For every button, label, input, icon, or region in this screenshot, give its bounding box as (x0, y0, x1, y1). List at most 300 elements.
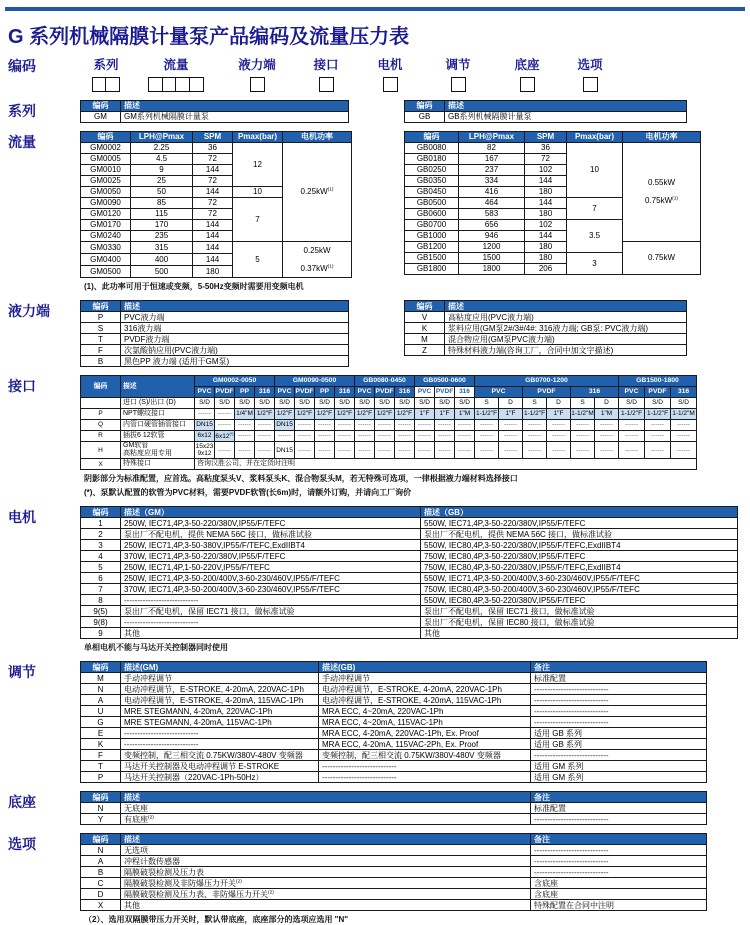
cell: 3 (81, 540, 121, 551)
cell: ------ (595, 420, 619, 431)
code-boxes (319, 77, 334, 92)
coding-group-hydraulic-end (220, 55, 294, 92)
cell: X (81, 459, 121, 470)
cell: 750W, IEC80,4P,3-50-200/400V,3-60-230/460V,IP55/F/TEFC (421, 584, 738, 595)
cell: T (81, 334, 121, 345)
cell: MRA ECC, 4-20mA, 115VAC-2Ph, Ex. Proof (319, 739, 531, 750)
cell: PVC (275, 387, 295, 398)
cell: 946 (459, 231, 525, 242)
cell: ------ (235, 420, 255, 431)
cell: 315 (131, 242, 193, 254)
cell: MRE STEGMANN, 4-20mA, 220VAC-1Ph (121, 706, 319, 717)
cell: D (595, 398, 619, 409)
cell: 72 (193, 198, 233, 209)
cell: 250W, IEC71,4P,3-50-380V,IP55/F/TEFC,ExdIIBT4 (121, 540, 421, 551)
cell: 370W, IEC71,4P,3-50-220/380V,IP55/F/TEFC (121, 551, 421, 562)
cell: 144 (193, 231, 233, 242)
cell: 500 (131, 266, 193, 278)
cell: 高粘度应用(PVC液力端) (445, 312, 687, 323)
coding-group-options (560, 55, 620, 92)
cell: ------ (499, 431, 523, 442)
cell: 180 (525, 187, 567, 198)
cell (81, 398, 121, 409)
cell: 1-1/2"F (523, 409, 547, 420)
cell: 316 (571, 387, 619, 398)
coding-group-label: 选项 (577, 58, 603, 72)
cell: 85 (131, 198, 193, 209)
cell: 72 (193, 154, 233, 165)
cell: 1"F (435, 409, 455, 420)
cell: PP (235, 387, 255, 398)
section-label-hydraulic-end: 液力端 (8, 303, 50, 320)
cell: SPM (525, 132, 567, 143)
cell: ---------------------------- (531, 684, 707, 695)
cell: 550W, IEC80,4P,3-50-220/380V,IP55/F/TEFC (421, 595, 738, 606)
cell: 583 (459, 209, 525, 220)
cell: ------ (395, 442, 415, 459)
cell: 36 (193, 143, 233, 154)
cell: PVC (355, 387, 375, 398)
cell: 1-1/2"M (671, 409, 697, 420)
cell: 25 (131, 176, 193, 187)
cell: 1/2"F (395, 409, 415, 420)
cell: DN15 (275, 442, 295, 459)
section-adjust (8, 661, 750, 783)
cell: ------ (619, 420, 645, 431)
cell: ------ (475, 431, 499, 442)
cell: ------ (255, 431, 275, 442)
cell: 9 (81, 628, 121, 639)
cell: S (571, 398, 595, 409)
cell: GB1000 (405, 231, 459, 242)
cell: 8 (81, 595, 121, 606)
cell: ------ (571, 420, 595, 431)
cell: 手动冲程调节 (319, 673, 531, 684)
cell: 电机功率 (623, 132, 701, 143)
cell: 隔膜破裂检测及非防爆压力开关$^{(2)}$ (121, 878, 531, 889)
cell: Y (81, 814, 121, 825)
cell: 550W, IEC71,4P,3-50-200/400V,3-60-230/460V,IP55/F/TEFC (421, 573, 738, 584)
code-boxes (583, 77, 598, 92)
cell: 3.5 (567, 220, 623, 253)
cell: ------ (619, 442, 645, 459)
code-box (189, 77, 204, 92)
cell: 编码 (81, 792, 121, 803)
cell: ------ (547, 431, 571, 442)
cell: 进口 (S)/出口 (D) (121, 398, 195, 409)
cell: 描述(GM) (121, 662, 319, 673)
cell: ---------------------------- (531, 845, 707, 856)
cell: ------ (215, 420, 235, 431)
cell: S/D (619, 398, 645, 409)
coding-group-label: 接口 (313, 58, 339, 72)
cell: 无底座 (121, 803, 531, 814)
cell: 167 (459, 154, 525, 165)
cell: 316 (335, 387, 355, 398)
cell: Z (405, 345, 445, 356)
cell: ------ (255, 420, 275, 431)
section-label-flow: 流量 (8, 134, 36, 150)
cell: 其他 (421, 628, 738, 639)
cell: 1/2"F (295, 409, 315, 420)
cell: ---------------------------- (121, 595, 421, 606)
cell: ------ (375, 431, 395, 442)
cell: ------ (595, 442, 619, 459)
cell: ------ (355, 420, 375, 431)
section-base (8, 791, 750, 825)
section-label-series: 系列 (8, 103, 36, 119)
cell: 3 (567, 253, 623, 275)
cell: 编码 (81, 132, 131, 143)
cell: 描述（GB） (421, 507, 738, 518)
motor-table (80, 506, 738, 639)
section-label-adjust: 调节 (8, 664, 36, 681)
cell: 编码 (81, 101, 121, 112)
cell: 7 (567, 198, 623, 220)
flow-gm-table (80, 131, 352, 278)
cell: GM0120 (81, 209, 131, 220)
cell: ---------------------------- (121, 617, 421, 628)
cell: 1-1/2"M (571, 409, 595, 420)
cell: 特殊配置在合同中注明 (531, 900, 707, 911)
cell: Pmax(bar) (567, 132, 623, 143)
cell: U (81, 706, 121, 717)
cell: PVDF液力端 (121, 334, 349, 345)
cell: Q (81, 420, 121, 431)
cell: GM0170 (81, 220, 131, 231)
cell: ------ (671, 431, 697, 442)
section-series (8, 100, 750, 123)
cell: 464 (459, 198, 525, 209)
cell: 马达开关控制器（220VAC-1Ph-50Hz） (121, 772, 319, 783)
cell: S/D (455, 398, 475, 409)
cell: ------ (455, 420, 475, 431)
cell: ------ (315, 420, 335, 431)
cell: GB0500 (405, 198, 459, 209)
cell: 5 (233, 242, 283, 278)
cell: 编码 (405, 101, 445, 112)
cell: GM0090 (81, 198, 131, 209)
cell: 1/2"F (375, 409, 395, 420)
cell: 泵出厂不配电机，提供 NEMA 56C 接口，做标准试验 (421, 529, 738, 540)
cell: GM (81, 112, 121, 123)
coding-group-label: 电机 (377, 58, 403, 72)
cell: PVDF (645, 387, 671, 398)
cell: LPH@Pmax (459, 132, 525, 143)
cell: GB0600 (405, 209, 459, 220)
cell: 235 (131, 231, 193, 242)
cell: 170 (131, 220, 193, 231)
cell: 250W, IEC71,4P,3-50-200/400V,3-60-230/460V,IP55/F/TEFC (121, 573, 421, 584)
coding-row (8, 55, 750, 92)
cell: ------ (395, 431, 415, 442)
cell: 250W, IEC71,4P,3-50-220/380V,IP55/F/TEFC (121, 518, 421, 529)
cell: 有底座$^{(2)}$ (121, 814, 531, 825)
cell: 适用 GB 系列 (531, 728, 707, 739)
cell: 5 (81, 562, 121, 573)
cell: 10 (567, 143, 623, 198)
cell: PVC (195, 387, 215, 398)
cell: N (81, 845, 121, 856)
cell: GM0010 (81, 165, 131, 176)
cell: 黑色PP 液力端 (适用于GM泵) (121, 356, 349, 367)
cell: S/D (355, 398, 375, 409)
cell: GB0080-0450 (355, 376, 415, 387)
cell: GB0250 (405, 165, 459, 176)
cell: ------ (523, 431, 547, 442)
cell: ------ (435, 442, 455, 459)
cell: PVDF (375, 387, 395, 398)
cell: 隔膜破裂检测及压力表 (121, 867, 531, 878)
cell: MRA ECC, 4-20mA, 220VAC-1Ph, Ex. Proof (319, 728, 531, 739)
cell: 泵出厂不配电机，保留 IEC80 接口，做标准试验 (421, 617, 738, 628)
cell: ---------------------------- (121, 728, 319, 739)
cell: ------ (523, 420, 547, 431)
cell: 144 (525, 198, 567, 209)
interface-note-1: 阴影部分为标准配置，应首选。高粘度泵头V、浆料泵头K、混合物泵头M，若无特殊可选项，一律根据液力端材料选择接口 (84, 474, 518, 484)
cell: 浆料应用(GM泵2#/3#/4#: 316液力端; GB泵: PVC液力端) (445, 323, 687, 334)
cell: PVC (475, 387, 523, 398)
cell: PP (315, 387, 335, 398)
cell: T (81, 761, 121, 772)
cell: ------ (355, 431, 375, 442)
cell: 180 (525, 242, 567, 253)
cell: 72 (193, 176, 233, 187)
cell: 180 (525, 253, 567, 264)
cell: P (81, 772, 121, 783)
coding-group-series (80, 55, 132, 92)
cell: ------ (375, 442, 395, 459)
coding-group-base (494, 55, 560, 92)
cell: 泵出厂不配电机，保留 IEC71 接口，做标准试验 (121, 606, 421, 617)
cell: 656 (459, 220, 525, 231)
cell: 编码 (81, 376, 121, 398)
code-boxes (250, 77, 265, 92)
cell: ------ (435, 431, 455, 442)
cell: B (81, 867, 121, 878)
cell: ------ (475, 442, 499, 459)
cell: ---------------------------- (531, 856, 707, 867)
cell: ------ (671, 420, 697, 431)
section-interface (8, 375, 750, 498)
cell: 马达开关控制器及电动冲程调节 E-STROKE (121, 761, 319, 772)
cell: 备注 (531, 792, 707, 803)
cell: ------ (275, 431, 295, 442)
cell: 标准配置 (531, 673, 707, 684)
cell: PVDF (295, 387, 315, 398)
cell: 含底座 (531, 878, 707, 889)
cell: ------ (395, 420, 415, 431)
cell: 标准配置 (531, 803, 707, 814)
cell: 4.5 (131, 154, 193, 165)
cell: ---------------------------- (531, 695, 707, 706)
cell: 72 (525, 154, 567, 165)
section-label-interface: 接口 (8, 378, 36, 395)
code-box (250, 77, 265, 92)
cell: S/D (375, 398, 395, 409)
code-box (520, 77, 535, 92)
cell: S/D (215, 398, 235, 409)
cell: 1-1/2"F (475, 409, 499, 420)
cell: 变频控制，配三相交流 0.75KW/380V-480V 变频器 (121, 750, 319, 761)
cell: ------ (475, 420, 499, 431)
cell: ------ (595, 431, 619, 442)
cell: S/D (255, 398, 275, 409)
cell: ------ (195, 409, 215, 420)
cell: 泵出厂不配电机，保留 IEC71 接口，做标准试验 (421, 606, 738, 617)
cell: GB (405, 112, 445, 123)
cell: GM0005 (81, 154, 131, 165)
cell: H (81, 442, 121, 459)
cell: G (81, 717, 121, 728)
cell: 无选项 (121, 845, 531, 856)
cell: 编码 (405, 132, 459, 143)
coding-group-label: 底座 (514, 58, 540, 72)
coding-group-label: 流量 (163, 58, 189, 72)
cell: PVC液力端 (121, 312, 349, 323)
cell: 550W, IEC71,4P,3-50-220/380V,IP55/F/TEFC (421, 518, 738, 529)
cell: GB0180 (405, 154, 459, 165)
cell: ------ (455, 442, 475, 459)
cell: ---------------------------- (531, 717, 707, 728)
coding-row-label: 编码 (8, 58, 36, 74)
cell: 9(5) (81, 606, 121, 617)
cell: S/D (645, 398, 671, 409)
cell: 1/2"F (355, 409, 375, 420)
cell: 1/2"F (275, 409, 295, 420)
cell: 316 (671, 387, 697, 398)
coding-group-label: 液力端 (238, 58, 276, 72)
cell: PVC (415, 387, 435, 398)
cell: NPT螺纹接口 (121, 409, 195, 420)
cell: GB0080 (405, 143, 459, 154)
coding-group-flow (132, 55, 220, 92)
coding-groups (80, 55, 620, 92)
cell: 插拔6 12软管 (121, 431, 195, 442)
cell: GM0050 (81, 187, 131, 198)
cell: MRE STEGMANN, 4-20mA, 115VAC-1Ph (121, 717, 319, 728)
cell: P (81, 312, 121, 323)
hydraulic-end-left-table (80, 300, 349, 367)
cell: ------ (295, 420, 315, 431)
cell: $0.25kW^{(1)}$ (283, 143, 352, 242)
cell: 72 (193, 209, 233, 220)
cell: ------ (415, 442, 435, 459)
cell: GM系列机械隔膜计量泵 (121, 112, 349, 123)
cell: 0.75kW (623, 242, 701, 275)
coding-group-interface (294, 55, 358, 92)
cell: 316液力端 (121, 323, 349, 334)
cell: ---------------------------- (531, 750, 707, 761)
cell: M (405, 334, 445, 345)
cell: S (81, 323, 121, 334)
cell: A (81, 695, 121, 706)
cell: ------ (335, 442, 355, 459)
motor-footnote: 单相电机不能与马达开关控制器同时使用 (84, 643, 228, 653)
cell: ------ (547, 420, 571, 431)
cell: 237 (459, 165, 525, 176)
coding-group-adjust (422, 55, 494, 92)
cell: 12 (233, 143, 283, 187)
cell: SPM (193, 132, 233, 143)
cell: 1/2"F (335, 409, 355, 420)
cell: ------ (645, 431, 671, 442)
cell: ------ (455, 431, 475, 442)
cell: 144 (525, 176, 567, 187)
interface-table (80, 375, 697, 470)
cell: 15x23 9x12 (195, 442, 214, 458)
cell: 1"F (415, 409, 435, 420)
cell: V (405, 312, 445, 323)
top-rule (5, 7, 745, 11)
cell: ------ (499, 420, 523, 431)
flow-gb-table (404, 131, 701, 275)
cell: 适用 GM 系列 (531, 761, 707, 772)
cell: 370W, IEC71,4P,3-50-200/400V,3-60-230/460V,IP55/F/TEFC (121, 584, 421, 595)
cell: ------ (215, 442, 235, 459)
cell: ------ (295, 431, 315, 442)
cell: 1-1/2"F (645, 409, 671, 420)
cell: ---------------------------- (319, 761, 531, 772)
cell: 描述（GM） (121, 507, 421, 518)
cell: PVDF (215, 387, 235, 398)
cell: A (81, 856, 121, 867)
cell: ------ (547, 442, 571, 459)
cell: 编码 (81, 507, 121, 518)
cell: 1 (81, 518, 121, 529)
cell: 50 (131, 187, 193, 198)
cell: 描述(GB) (319, 662, 531, 673)
cell: 416 (459, 187, 525, 198)
cell: 编码 (81, 834, 121, 845)
cell: S (523, 398, 547, 409)
cell: 316 (455, 387, 475, 398)
cell: 备注 (531, 662, 707, 673)
cell: DN15 (195, 420, 215, 431)
code-box (451, 77, 466, 92)
cell: 电机功率 (283, 132, 352, 143)
cell: 316 (395, 387, 415, 398)
cell: ------ (335, 431, 355, 442)
cell: 1"M (595, 409, 619, 420)
cell: B (81, 356, 121, 367)
interface-note-2: (*)、泵默认配置的软管为PVC材料，需要PVDF软管(长6m)时，请额外订购，并请向工厂询价 (84, 488, 412, 498)
cell: 咨询汉胜公司，并在定货时注明 (195, 459, 697, 470)
cell: D (81, 889, 121, 900)
cell: 其他 (121, 900, 531, 911)
cell: MRA ECC, 4~20mA, 115VAC-1Ph (319, 717, 531, 728)
cell: PVC (619, 387, 645, 398)
cell: ------ (499, 442, 523, 459)
cell: ------ (235, 431, 255, 442)
cell: 1"F (499, 409, 523, 420)
cell: 7 (233, 198, 283, 242)
cell: DN15 (275, 420, 295, 431)
cell: GB系列机械隔膜计量泵 (445, 112, 687, 123)
section-hydraulic-end (8, 300, 750, 367)
cell: 750W, IEC80,4P,3-50-220/380V,IP55/F/TEFC (421, 551, 738, 562)
base-table (80, 791, 707, 825)
cell: 7 (81, 584, 121, 595)
cell: 9 (131, 165, 193, 176)
cell: 144 (525, 231, 567, 242)
cell: 编码 (405, 301, 445, 312)
cell: S/D (671, 398, 697, 409)
cell: 550W, IEC80,4P,3-50-220/380V,IP55/F/TEFC,ExdIIBT4 (421, 540, 738, 551)
cell: GM0330 (81, 242, 131, 254)
cell: 适用 GB 系列 (531, 739, 707, 750)
cell: GM0240 (81, 231, 131, 242)
